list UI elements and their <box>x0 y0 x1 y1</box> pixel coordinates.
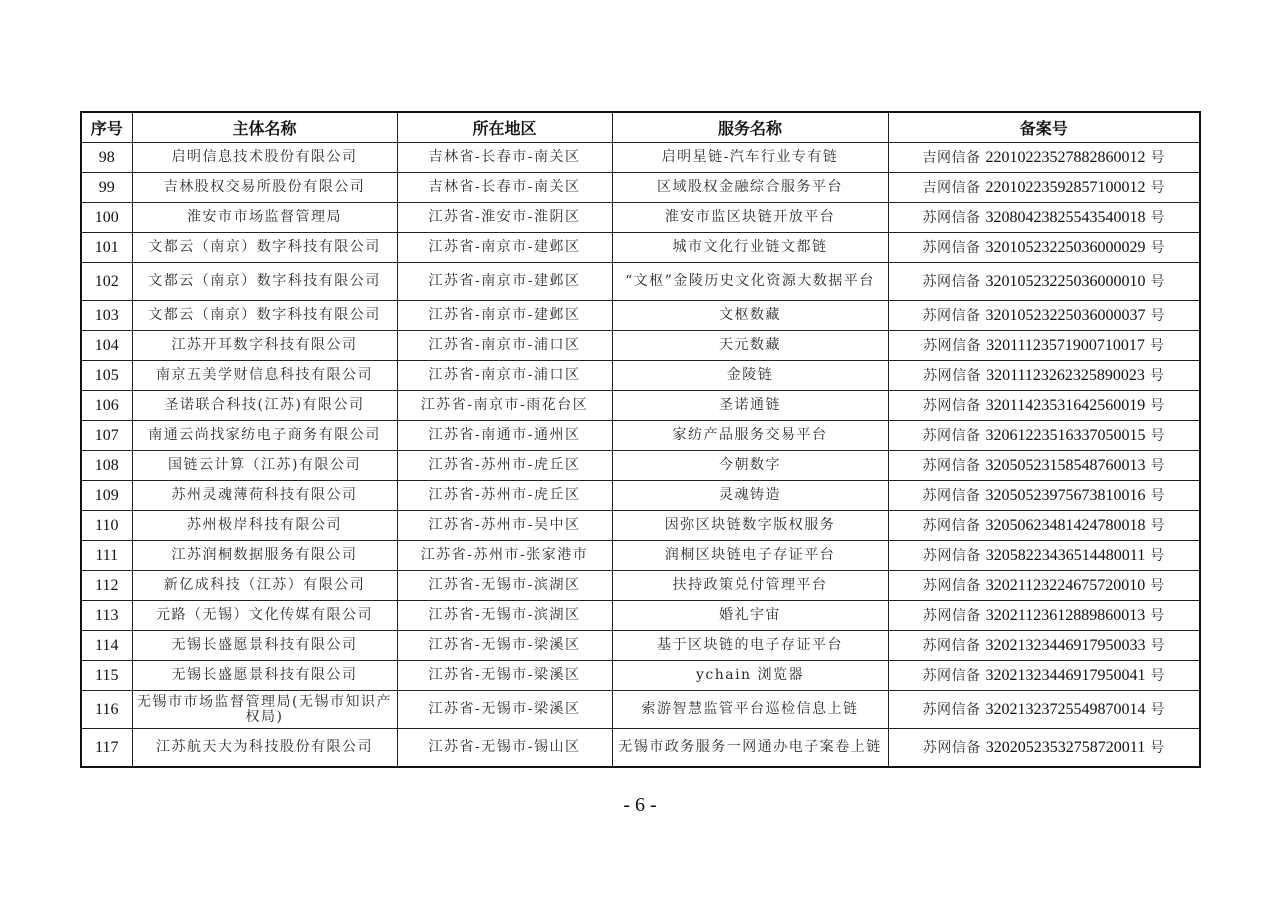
service-name: 圣诺通链 <box>612 391 888 421</box>
filing-suffix: 号 <box>1150 457 1165 474</box>
filing-number <box>888 263 1200 301</box>
filing-suffix: 号 <box>1150 307 1165 324</box>
service-name: 婚礼宇宙 <box>612 601 888 631</box>
filing-prefix: 苏网信备 <box>922 273 981 290</box>
filing-prefix: 苏网信备 <box>923 337 982 354</box>
filing-code: 32021323725549870014 <box>985 700 1146 718</box>
region: 江苏省-南通市-通州区 <box>397 421 612 451</box>
filing-number <box>888 729 1200 768</box>
table-row <box>81 391 1200 421</box>
service-name: 因弥区块链数字版权服务 <box>612 511 888 541</box>
filing-number <box>888 511 1200 541</box>
row-index: 116 <box>81 691 132 729</box>
filing-suffix: 号 <box>1150 209 1165 226</box>
filing-number <box>888 391 1200 421</box>
filing-suffix: 号 <box>1150 667 1165 684</box>
table-row <box>81 631 1200 661</box>
filing-suffix: 号 <box>1149 367 1165 384</box>
filing-suffix: 号 <box>1150 149 1165 166</box>
table-row <box>81 203 1200 233</box>
filing-suffix: 号 <box>1150 427 1165 444</box>
entity-name: 吉林股权交易所股份有限公司 <box>132 173 397 203</box>
table-row <box>81 481 1200 511</box>
table-header-row <box>81 112 1200 143</box>
filing-code: 32010523225036000029 <box>985 238 1146 256</box>
region: 江苏省-无锡市-锡山区 <box>397 729 612 768</box>
row-index: 107 <box>81 421 132 451</box>
entity-name: 启明信息技术股份有限公司 <box>132 143 397 173</box>
filing-code: 32010523225036000010 <box>985 272 1146 290</box>
filing-number <box>888 571 1200 601</box>
filing-suffix: 号 <box>1150 607 1165 624</box>
page-number: - 6 - <box>623 794 657 816</box>
filing-number <box>888 203 1200 233</box>
header-region: 所在地区 <box>397 112 612 143</box>
filing-suffix: 号 <box>1150 397 1165 414</box>
filing-registry-table <box>80 111 1201 768</box>
filing-prefix: 苏网信备 <box>923 367 982 384</box>
region: 江苏省-苏州市-虎丘区 <box>397 451 612 481</box>
service-name: ychain 浏览器 <box>612 661 888 691</box>
row-index: 109 <box>81 481 132 511</box>
table-row <box>81 143 1200 173</box>
service-name: 区域股权金融综合服务平台 <box>612 173 888 203</box>
header-filing-number: 备案号 <box>888 112 1200 143</box>
region: 江苏省-无锡市-梁溪区 <box>397 631 612 661</box>
filing-number <box>888 421 1200 451</box>
filing-code: 22010223527882860012 <box>985 148 1146 166</box>
entity-name: 淮安市市场监督管理局 <box>132 203 397 233</box>
row-index: 111 <box>81 541 132 571</box>
row-index: 115 <box>81 661 132 691</box>
table-body <box>81 143 1200 768</box>
table-row <box>81 421 1200 451</box>
region: 江苏省-淮安市-淮阴区 <box>397 203 612 233</box>
row-index: 100 <box>81 203 132 233</box>
filing-number <box>888 331 1200 361</box>
service-name: 文枢数藏 <box>612 301 888 331</box>
filing-prefix: 吉网信备 <box>922 149 981 166</box>
filing-prefix: 苏网信备 <box>922 397 981 414</box>
filing-code: 32010523225036000037 <box>985 306 1146 324</box>
service-name: 金陵链 <box>612 361 888 391</box>
filing-code: 32050623481424780018 <box>985 516 1146 534</box>
service-name: 灵魂铸造 <box>612 481 888 511</box>
filing-suffix: 号 <box>1150 273 1165 290</box>
filing-suffix: 号 <box>1150 179 1165 196</box>
filing-prefix: 苏网信备 <box>922 667 981 684</box>
filing-suffix: 号 <box>1150 637 1165 654</box>
filing-suffix: 号 <box>1150 487 1165 504</box>
entity-name: 南通云尚找家纺电子商务有限公司 <box>132 421 397 451</box>
filing-prefix: 苏网信备 <box>922 239 981 256</box>
region: 江苏省-苏州市-吴中区 <box>397 511 612 541</box>
table-row <box>81 511 1200 541</box>
service-name: 索游智慧监管平台巡检信息上链 <box>612 691 888 729</box>
filing-prefix: 苏网信备 <box>922 457 981 474</box>
filing-suffix: 号 <box>1150 547 1165 564</box>
filing-number <box>888 481 1200 511</box>
service-name: 淮安市监区块链开放平台 <box>612 203 888 233</box>
row-index: 108 <box>81 451 132 481</box>
row-index: 110 <box>81 511 132 541</box>
filing-code: 32021323446917950041 <box>985 666 1146 684</box>
row-index: 99 <box>81 173 132 203</box>
filing-code: 32021323446917950033 <box>985 636 1146 654</box>
entity-name: 文都云（南京）数字科技有限公司 <box>132 233 397 263</box>
table-row <box>81 361 1200 391</box>
region: 江苏省-苏州市-张家港市 <box>397 541 612 571</box>
entity-name: 元路（无锡）文化传媒有限公司 <box>132 601 397 631</box>
table-row <box>81 601 1200 631</box>
filing-code: 32080423825543540018 <box>985 208 1146 226</box>
service-name: 今朝数字 <box>612 451 888 481</box>
row-index: 98 <box>81 143 132 173</box>
filing-number <box>888 143 1200 173</box>
entity-name: 无锡市市场监督管理局(无锡市知识产权局) <box>132 691 397 729</box>
filing-suffix: 号 <box>1150 517 1165 534</box>
region: 江苏省-南京市-建邺区 <box>397 301 612 331</box>
filing-code: 32021123224675720010 <box>985 576 1146 594</box>
filing-suffix: 号 <box>1149 337 1165 354</box>
filing-code: 32011423531642560019 <box>985 396 1146 414</box>
entity-name: 苏州灵魂薄荷科技有限公司 <box>132 481 397 511</box>
entity-name: 国链云计算（江苏)有限公司 <box>132 451 397 481</box>
entity-name: 新亿成科技（江苏）有限公司 <box>132 571 397 601</box>
filing-number <box>888 301 1200 331</box>
region: 江苏省-苏州市-虎丘区 <box>397 481 612 511</box>
row-index: 106 <box>81 391 132 421</box>
filing-number <box>888 233 1200 263</box>
entity-name: 南京五美学财信息科技有限公司 <box>132 361 397 391</box>
service-name: 家纺产品服务交易平台 <box>612 421 888 451</box>
filing-prefix: 苏网信备 <box>922 739 981 756</box>
row-index: 101 <box>81 233 132 263</box>
region: 吉林省-长春市-南关区 <box>397 143 612 173</box>
filing-number <box>888 601 1200 631</box>
filing-number <box>888 173 1200 203</box>
row-index: 112 <box>81 571 132 601</box>
filing-suffix: 号 <box>1150 577 1165 594</box>
entity-name: 无锡长盛愿景科技有限公司 <box>132 661 397 691</box>
table-row <box>81 661 1200 691</box>
region: 江苏省-南京市-浦口区 <box>397 361 612 391</box>
region: 江苏省-无锡市-梁溪区 <box>397 691 612 729</box>
filing-number <box>888 541 1200 571</box>
filing-prefix: 苏网信备 <box>922 607 981 624</box>
filing-code: 32058223436514480011 <box>985 546 1146 564</box>
service-name: 扶持政策兑付管理平台 <box>612 571 888 601</box>
entity-name: 文都云（南京）数字科技有限公司 <box>132 301 397 331</box>
service-name: 城市文化行业链文都链 <box>612 233 888 263</box>
filing-code: 32020523532758720011 <box>985 738 1146 756</box>
filing-suffix: 号 <box>1150 701 1165 718</box>
row-index: 104 <box>81 331 132 361</box>
table-row <box>81 729 1200 768</box>
filing-prefix: 苏网信备 <box>922 547 981 564</box>
region: 江苏省-南京市-浦口区 <box>397 331 612 361</box>
header-entity-name: 主体名称 <box>132 112 397 143</box>
region: 江苏省-无锡市-梁溪区 <box>397 661 612 691</box>
filing-code: 32050523158548760013 <box>985 456 1146 474</box>
filing-prefix: 苏网信备 <box>922 637 981 654</box>
filing-number <box>888 451 1200 481</box>
filing-code: 32050523975673810016 <box>985 486 1146 504</box>
entity-name: 江苏航天大为科技股份有限公司 <box>132 729 397 768</box>
table-row <box>81 541 1200 571</box>
region: 江苏省-无锡市-滨湖区 <box>397 571 612 601</box>
region: 江苏省-南京市-建邺区 <box>397 233 612 263</box>
table-row <box>81 451 1200 481</box>
table-row <box>81 301 1200 331</box>
service-name: “文枢”金陵历史文化资源大数据平台 <box>612 263 888 301</box>
service-name: 润桐区块链电子存证平台 <box>612 541 888 571</box>
header-index: 序号 <box>81 112 132 143</box>
filing-suffix: 号 <box>1150 239 1165 256</box>
filing-prefix: 苏网信备 <box>922 427 981 444</box>
service-name: 基于区块链的电子存证平台 <box>612 631 888 661</box>
table-row <box>81 173 1200 203</box>
entity-name: 苏州极岸科技有限公司 <box>132 511 397 541</box>
service-name: 启明星链-汽车行业专有链 <box>612 143 888 173</box>
filing-code: 32061223516337050015 <box>985 426 1146 444</box>
filing-prefix: 苏网信备 <box>922 517 981 534</box>
filing-prefix: 苏网信备 <box>922 701 981 718</box>
filing-prefix: 苏网信备 <box>922 577 981 594</box>
filing-number <box>888 691 1200 729</box>
filing-code: 32011123571900710017 <box>986 336 1145 354</box>
entity-name: 无锡长盛愿景科技有限公司 <box>132 631 397 661</box>
table-row <box>81 571 1200 601</box>
row-index: 102 <box>81 263 132 301</box>
filing-code: 32011123262325890023 <box>986 366 1145 384</box>
entity-name: 文都云（南京）数字科技有限公司 <box>132 263 397 301</box>
entity-name: 圣诺联合科技(江苏)有限公司 <box>132 391 397 421</box>
filing-number <box>888 361 1200 391</box>
region: 江苏省-南京市-雨花台区 <box>397 391 612 421</box>
row-index: 103 <box>81 301 132 331</box>
row-index: 113 <box>81 601 132 631</box>
filing-prefix: 苏网信备 <box>922 307 981 324</box>
row-index: 114 <box>81 631 132 661</box>
service-name: 无锡市政务服务一网通办电子案卷上链 <box>612 729 888 768</box>
region: 江苏省-无锡市-滨湖区 <box>397 601 612 631</box>
row-index: 105 <box>81 361 132 391</box>
region: 江苏省-南京市-建邺区 <box>397 263 612 301</box>
filing-number <box>888 631 1200 661</box>
service-name: 天元数藏 <box>612 331 888 361</box>
filing-prefix: 苏网信备 <box>922 209 981 226</box>
header-service-name: 服务名称 <box>612 112 888 143</box>
row-index: 117 <box>81 729 132 768</box>
entity-name: 江苏润桐数据服务有限公司 <box>132 541 397 571</box>
filing-prefix: 吉网信备 <box>922 179 981 196</box>
filing-prefix: 苏网信备 <box>922 487 981 504</box>
table-row <box>81 263 1200 301</box>
table-row <box>81 233 1200 263</box>
entity-name: 江苏开耳数字科技有限公司 <box>132 331 397 361</box>
filing-number <box>888 661 1200 691</box>
table-row <box>81 331 1200 361</box>
filing-code: 22010223592857100012 <box>985 178 1146 196</box>
filing-code: 32021123612889860013 <box>985 606 1146 624</box>
region: 吉林省-长春市-南关区 <box>397 173 612 203</box>
filing-suffix: 号 <box>1150 739 1165 756</box>
table-row <box>81 691 1200 729</box>
